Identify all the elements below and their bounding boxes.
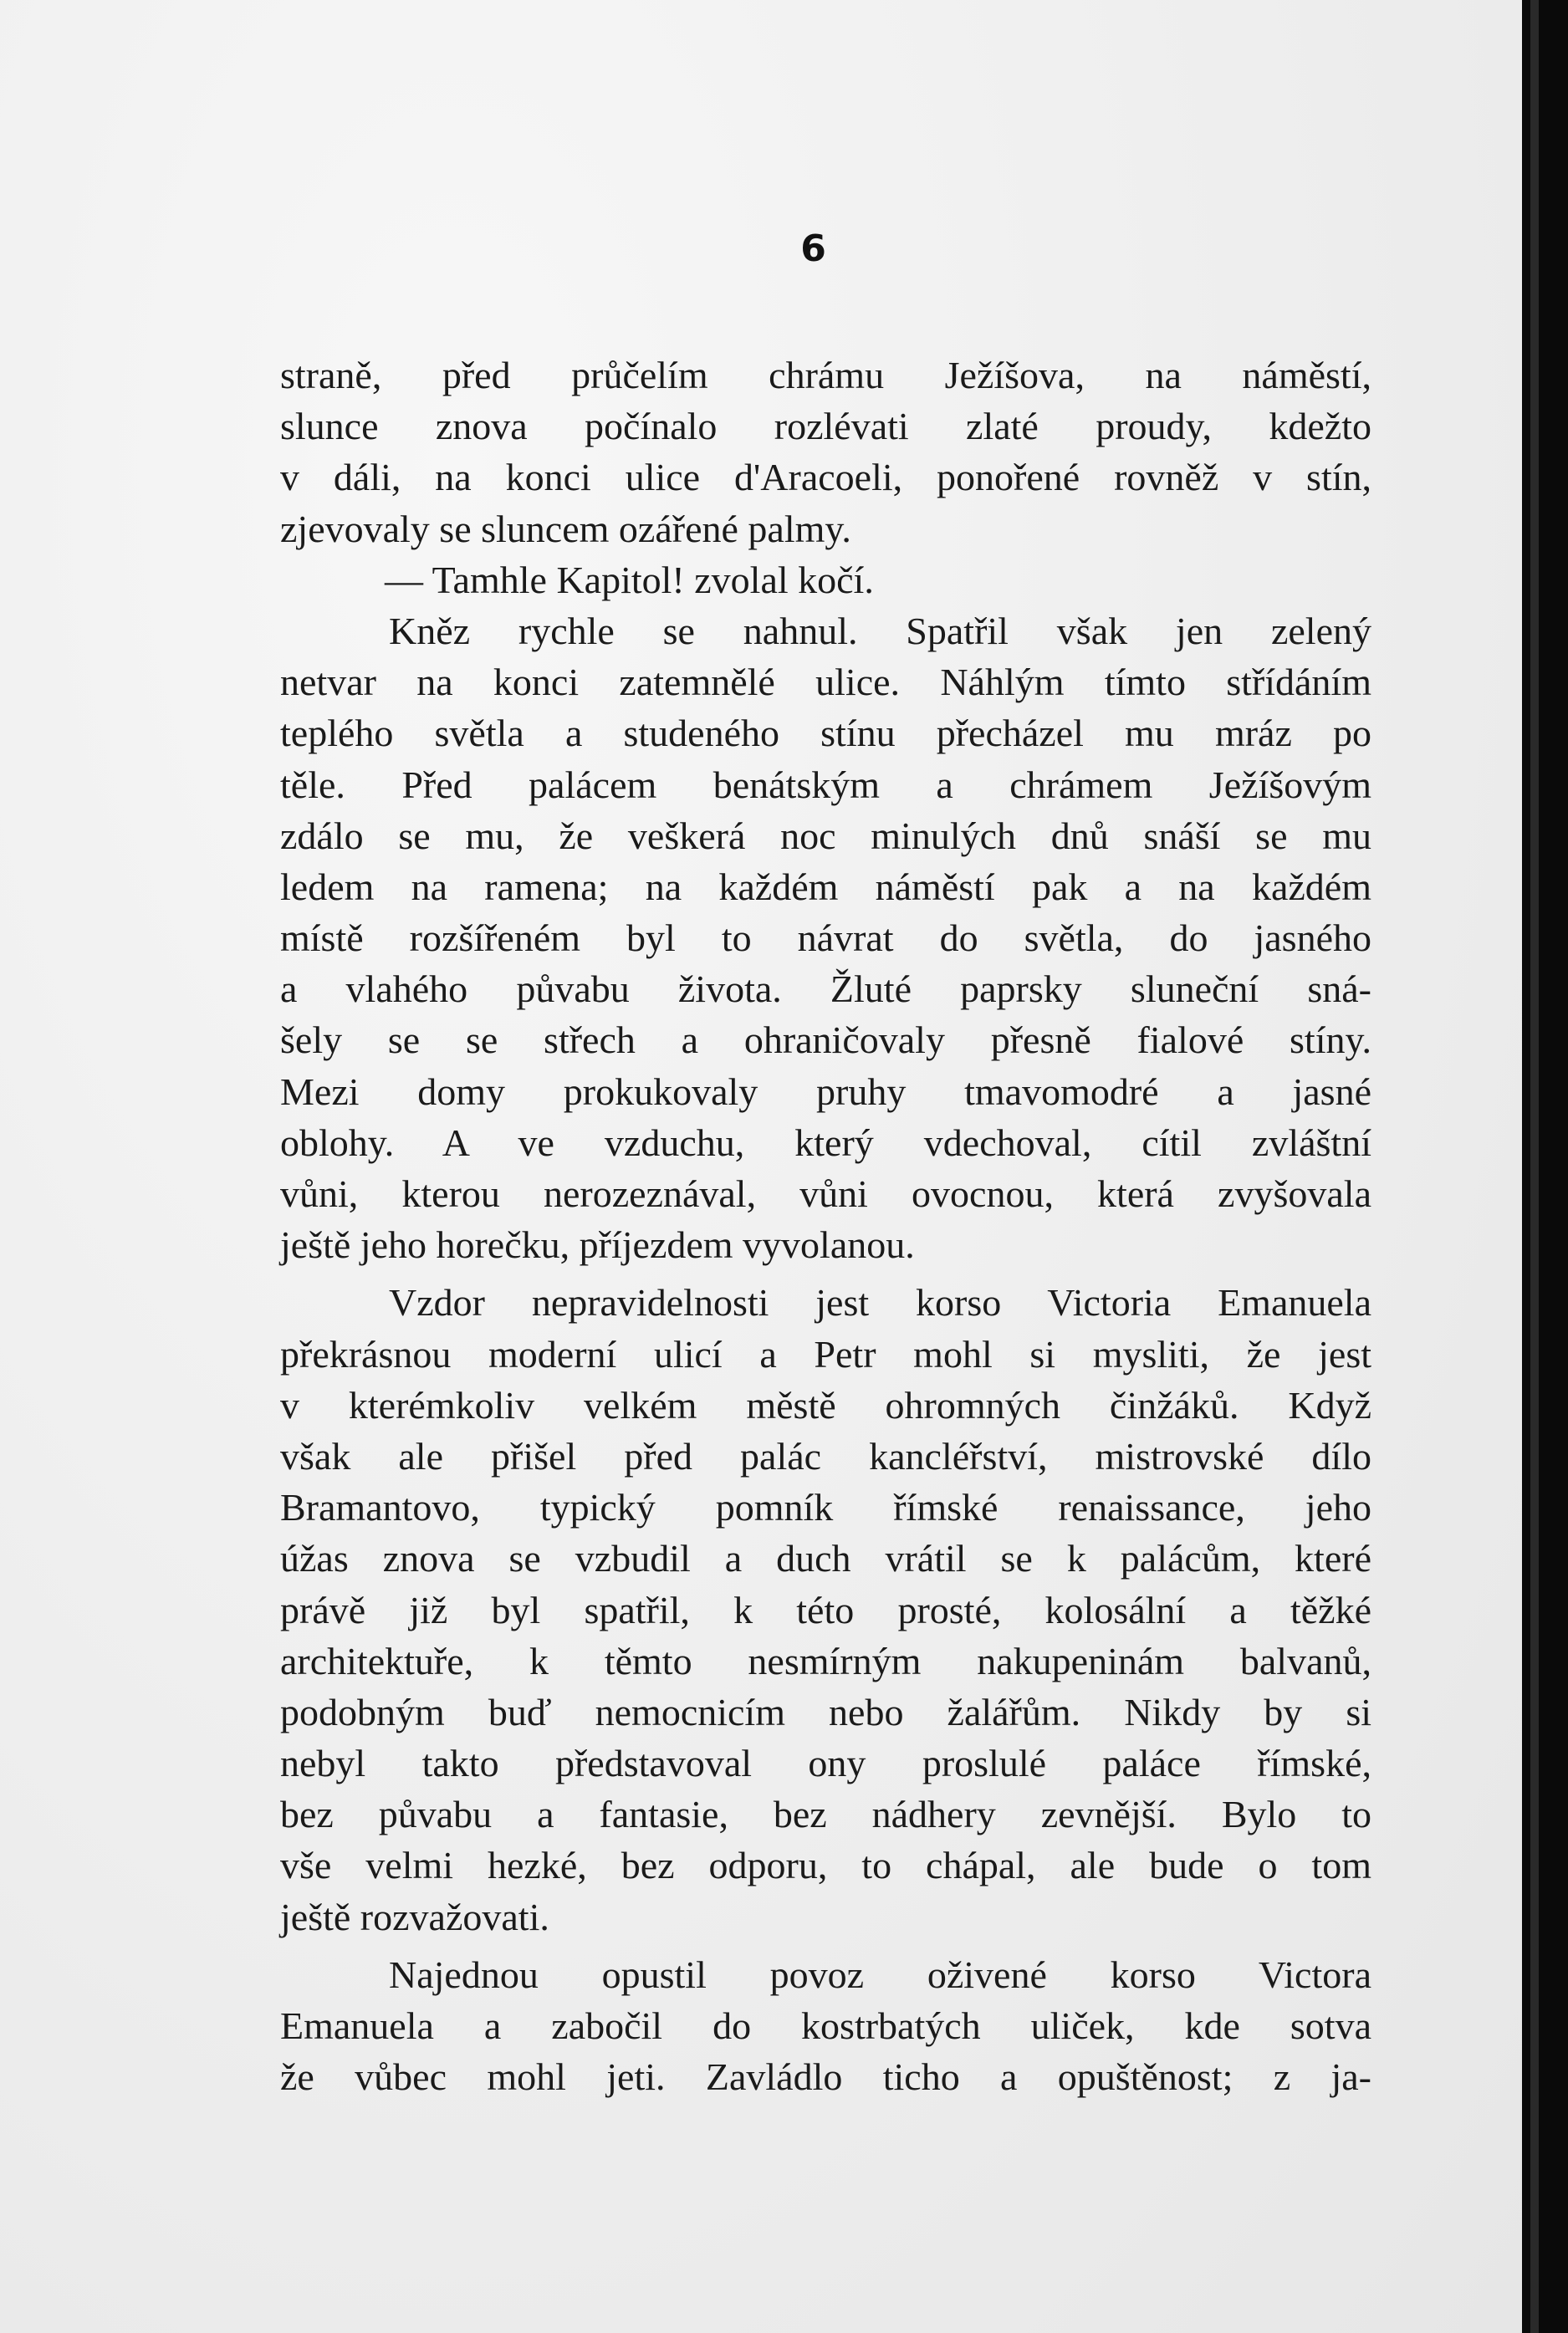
text-line: že vůbec mohl jeti. Zavládlo ticho a opuštěnost; z ja- [280,2055,1371,2099]
text-line: úžas znova se vzbudil a duch vrátil se k palácům, které [280,1537,1371,1580]
text-line: Bramantovo, typický pomník římské renaissance, jeho [280,1486,1371,1529]
text-line: v dáli, na konci ulice d'Aracoeli, ponořené rovněž v stín, [280,456,1371,499]
text-line: v kterémkoliv velkém městě ohromných činžáků. Když [280,1383,1371,1427]
text-line: architektuře, k těmto nesmírným nakupeninám balvanů, [280,1639,1371,1682]
text-line: slunce znova počínalo rozlévati zlaté proudy, kdežto [280,405,1371,448]
text-line: zjevovaly se sluncem ozářené palmy. [280,507,851,550]
text-line: oblohy. A ve vzduchu, který vdechoval, cítil zvláštní [280,1121,1371,1164]
text-line: ledem na ramena; na každém náměstí pak a na každém [280,865,1371,908]
body-text [280,350,1371,2102]
page-number: 6 [800,227,826,270]
text-line: bez půvabu a fantasie, bez nádhery zevnější. Bylo to [280,1793,1371,1836]
text-line: nebyl takto představoval ony proslulé paláce římské, [280,1742,1371,1785]
page-binding-strip [1530,0,1539,2333]
text-line: zdálo se mu, že veškerá noc minulých dnů snáší se mu [280,814,1371,857]
text-line: teplého světla a studeného stínu přecházel mu mráz po [280,712,1371,755]
text-line: a vlahého půvabu života. Žluté paprsky sluneční sná- [280,967,1371,1011]
text-line: právě již byl spatřil, k této prosté, kolosální a těžké [280,1588,1371,1631]
text-line: podobným buď nemocnicím nebo žalářům. Nikdy by si [280,1690,1371,1733]
text-line: — Tamhle Kapitol! zvolal kočí. [385,558,874,601]
text-line: Najednou opustil povoz oživené korso Victora [389,1953,1371,1996]
text-line: však ale přišel před palác kancléřství, mistrovské dílo [280,1434,1371,1478]
text-line: ještě jeho horečku, příjezdem vyvolanou. [280,1223,915,1267]
text-line: Emanuela a zabočil do kostrbatých uliček, kde sotva [280,2004,1371,2047]
text-line: těle. Před palácem benátským a chrámem Ježíšovým [280,763,1371,806]
text-line: Vzdor nepravidelnosti jest korso Victoria Emanuela [389,1281,1371,1325]
text-line: místě rozšířeném byl to návrat do světla, do jasného [280,916,1371,960]
text-line: Kněz rychle se nahnul. Spatřil však jen zelený [389,609,1371,652]
text-line: netvar na konci zatemnělé ulice. Náhlým tímto střídáním [280,661,1371,704]
page-binding-edge [1522,0,1568,2333]
text-line: straně, před průčelím chrámu Ježíšova, na náměstí, [280,354,1371,396]
text-line: ještě rozvažovati. [280,1895,549,1938]
text-line: vše velmi hezké, bez odporu, to chápal, ale bude o tom [280,1844,1371,1887]
text-line: překrásnou moderní ulicí a Petr mohl si mysliti, že jest [280,1332,1371,1376]
text-line: Mezi domy prokukovaly pruhy tmavomodré a jasné [280,1070,1371,1113]
text-line: vůni, kterou nerozeznával, vůni ovocnou, která zvyšovala [280,1172,1371,1215]
text-line: šely se se střech a ohraničovaly přesně fialové stíny. [280,1018,1371,1062]
